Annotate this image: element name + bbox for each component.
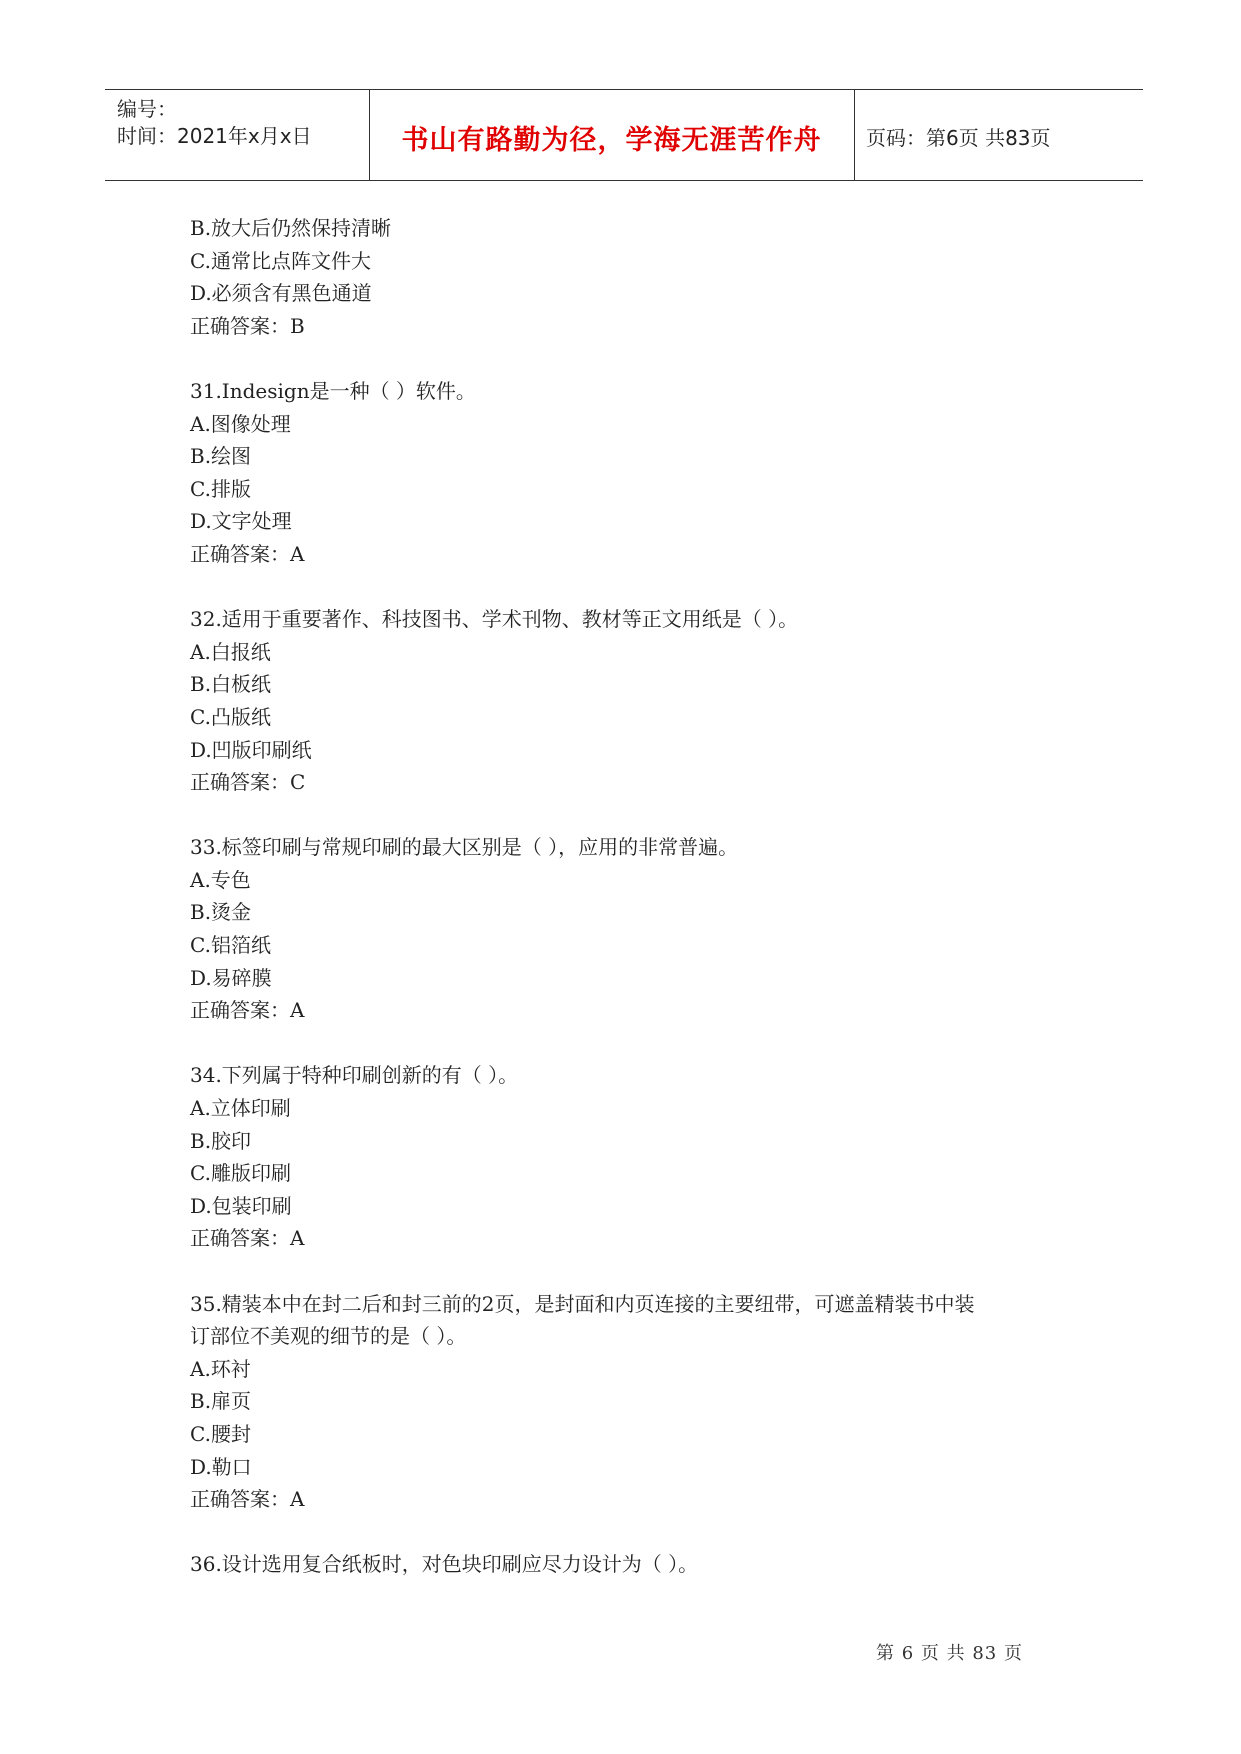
question-block — [190, 212, 1090, 342]
time-label: 时间：2021年x月x日 — [117, 124, 312, 148]
question-line: B.扉页 — [190, 1389, 252, 1414]
question-line: B.胶印 — [190, 1128, 252, 1153]
question-line: A.环衬 — [190, 1356, 251, 1381]
header-motto-cell — [369, 90, 855, 180]
question-line: 32.适用于重要著作、科技图书、学术刊物、教材等正文用纸是（ ）。 — [190, 607, 799, 632]
header-info-cell — [105, 90, 370, 180]
question-line: C.排版 — [190, 476, 251, 501]
page-header — [105, 89, 1143, 181]
question-line: 33.标签印刷与常规印刷的最大区别是（ ），应用的非常普遍。 — [190, 835, 739, 860]
question-block — [190, 375, 1090, 571]
question-line: 36.设计选用复合纸板时，对色块印刷应尽力设计为（ ）。 — [190, 1552, 699, 1577]
question-line: 34.下列属于特种印刷创新的有（ ）。 — [190, 1063, 519, 1088]
question-line: A.立体印刷 — [190, 1096, 291, 1121]
block-spacer — [190, 571, 1090, 604]
question-line: 订部位不美观的细节的是（ ）。 — [190, 1324, 467, 1349]
question-line: B.烫金 — [190, 900, 252, 925]
question-list — [190, 212, 1090, 1581]
block-spacer — [190, 799, 1090, 832]
question-line: 正确答案：A — [190, 1226, 305, 1251]
question-line: 正确答案：A — [190, 541, 305, 566]
question-line: C.腰封 — [190, 1421, 251, 1446]
block-spacer — [190, 342, 1090, 375]
header-page-cell — [854, 90, 1143, 180]
question-line: D.凹版印刷纸 — [190, 737, 312, 762]
question-line: 正确答案：B — [190, 313, 305, 338]
question-line: C.凸版纸 — [190, 704, 271, 729]
question-line: C.通常比点阵文件大 — [190, 248, 371, 273]
question-block — [190, 1059, 1090, 1255]
question-line: D.必须含有黑色通道 — [190, 281, 372, 306]
question-line: 31.Indesign是一种（ ）软件。 — [190, 378, 476, 403]
question-block — [190, 1288, 1090, 1516]
question-line: A.专色 — [190, 867, 251, 892]
question-block — [190, 831, 1090, 1027]
question-line: C.雕版印刷 — [190, 1161, 291, 1186]
question-line: B.绘图 — [190, 444, 252, 469]
question-line: D.文字处理 — [190, 509, 292, 534]
question-line: 35.精装本中在封二后和封三前的2页，是封面和内页连接的主要纽带，可遮盖精装书中装 — [190, 1291, 975, 1316]
question-line: D.包装印刷 — [190, 1193, 292, 1218]
question-line: B.放大后仍然保持清晰 — [190, 216, 392, 240]
motto: 书山有路勤为径，学海无涯苦作舟 — [401, 125, 822, 156]
question-line: D.勒口 — [190, 1454, 252, 1479]
question-line: A.白报纸 — [190, 639, 271, 664]
question-line: B.白板纸 — [190, 672, 272, 697]
block-spacer — [190, 1255, 1090, 1288]
question-block — [190, 1548, 1090, 1581]
serial-label: 编号： — [117, 97, 177, 121]
question-line: A.图像处理 — [190, 411, 291, 436]
question-block — [190, 603, 1090, 799]
question-line: 正确答案：C — [190, 770, 306, 795]
question-line: C.铝箔纸 — [190, 933, 271, 958]
page-footer: 第 6 页 共 83 页 — [876, 1643, 1023, 1664]
question-line: D.易碎膜 — [190, 965, 272, 990]
block-spacer — [190, 1516, 1090, 1549]
question-line: 正确答案：A — [190, 998, 305, 1023]
block-spacer — [190, 1027, 1090, 1060]
page-number-label: 页码：第6页 共83页 — [866, 126, 1051, 150]
question-line: 正确答案：A — [190, 1487, 305, 1512]
